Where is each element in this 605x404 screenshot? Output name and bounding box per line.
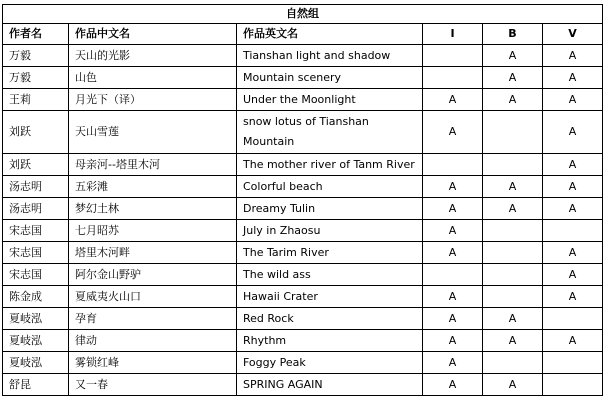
en-title-cell: Dreamy Tulin	[237, 198, 423, 220]
b-cell: A	[483, 308, 543, 330]
en-title-cell: Mountain scenery	[237, 67, 423, 89]
v-cell: A	[543, 111, 603, 154]
table-row	[3, 111, 603, 154]
table-row	[3, 198, 603, 220]
header-i: I	[423, 24, 483, 45]
author-cell: 万毅	[3, 67, 69, 89]
cn-title-cell: 山色	[69, 67, 237, 89]
v-cell: A	[543, 154, 603, 176]
table-row	[3, 154, 603, 176]
v-cell: A	[543, 176, 603, 198]
cn-title-cell: 雾锁红峰	[69, 352, 237, 374]
b-cell: A	[483, 198, 543, 220]
nature-group-sheet	[2, 4, 602, 396]
b-cell: A	[483, 374, 543, 396]
v-cell: A	[543, 264, 603, 286]
v-cell	[543, 374, 603, 396]
en-title-cell: Hawaii Crater	[237, 286, 423, 308]
b-cell	[483, 111, 543, 154]
table-row	[3, 286, 603, 308]
en-title-cell: Under the Moonlight	[237, 89, 423, 111]
author-cell: 陈金成	[3, 286, 69, 308]
header-cn-title: 作品中文名	[69, 24, 237, 45]
i-cell: A	[423, 374, 483, 396]
en-title-cell: Rhythm	[237, 330, 423, 352]
table-row	[3, 176, 603, 198]
i-cell	[423, 154, 483, 176]
en-title-cell: Tianshan light and shadow	[237, 45, 423, 67]
author-cell: 刘跃	[3, 111, 69, 154]
table-row	[3, 89, 603, 111]
i-cell: A	[423, 352, 483, 374]
en-title-cell: Red Rock	[237, 308, 423, 330]
table-row	[3, 45, 603, 67]
cn-title-cell: 塔里木河畔	[69, 242, 237, 264]
table-body	[3, 45, 603, 396]
cn-title-cell: 七月昭苏	[69, 220, 237, 242]
v-cell: A	[543, 89, 603, 111]
header-b: B	[483, 24, 543, 45]
b-cell	[483, 154, 543, 176]
v-cell: A	[543, 45, 603, 67]
cn-title-cell: 孕育	[69, 308, 237, 330]
author-cell: 宋志国	[3, 264, 69, 286]
i-cell: A	[423, 308, 483, 330]
en-title-cell: July in Zhaosu	[237, 220, 423, 242]
header-v: V	[543, 24, 603, 45]
v-cell	[543, 352, 603, 374]
table-row	[3, 330, 603, 352]
v-cell	[543, 308, 603, 330]
author-cell: 王莉	[3, 89, 69, 111]
cn-title-cell: 阿尔金山野驴	[69, 264, 237, 286]
v-cell	[543, 220, 603, 242]
b-cell: A	[483, 89, 543, 111]
cn-title-cell: 梦幻土林	[69, 198, 237, 220]
table-title: 自然组	[3, 5, 603, 24]
author-cell: 宋志国	[3, 242, 69, 264]
b-cell	[483, 264, 543, 286]
author-cell: 汤志明	[3, 198, 69, 220]
en-title-cell: The wild ass	[237, 264, 423, 286]
b-cell: A	[483, 45, 543, 67]
author-cell: 刘跃	[3, 154, 69, 176]
entries-table	[2, 4, 603, 396]
cn-title-cell: 夏威夷火山口	[69, 286, 237, 308]
header-author: 作者名	[3, 24, 69, 45]
v-cell: A	[543, 198, 603, 220]
b-cell	[483, 352, 543, 374]
author-cell: 舒昆	[3, 374, 69, 396]
b-cell	[483, 242, 543, 264]
v-cell: A	[543, 67, 603, 89]
i-cell: A	[423, 198, 483, 220]
table-row	[3, 264, 603, 286]
en-title-cell: Colorful beach	[237, 176, 423, 198]
cn-title-cell: 天山雪莲	[69, 111, 237, 154]
table-row	[3, 352, 603, 374]
author-cell: 万毅	[3, 45, 69, 67]
i-cell: A	[423, 176, 483, 198]
table-row	[3, 220, 603, 242]
author-cell: 宋志国	[3, 220, 69, 242]
cn-title-cell: 五彩滩	[69, 176, 237, 198]
v-cell: A	[543, 330, 603, 352]
en-title-cell: Foggy Peak	[237, 352, 423, 374]
author-cell: 夏岐泓	[3, 308, 69, 330]
i-cell: A	[423, 242, 483, 264]
author-cell: 夏岐泓	[3, 352, 69, 374]
table-row	[3, 67, 603, 89]
i-cell	[423, 45, 483, 67]
v-cell: A	[543, 286, 603, 308]
cn-title-cell: 月光下（译）	[69, 89, 237, 111]
i-cell: A	[423, 220, 483, 242]
en-title-cell: The mother river of Tanm River	[237, 154, 423, 176]
b-cell: A	[483, 330, 543, 352]
header-row	[3, 24, 603, 45]
table-title-row	[3, 5, 603, 24]
b-cell	[483, 286, 543, 308]
en-title-cell: SPRING AGAIN	[237, 374, 423, 396]
i-cell	[423, 264, 483, 286]
en-title-cell: snow lotus of Tianshan Mountain	[237, 111, 423, 154]
cn-title-cell: 律动	[69, 330, 237, 352]
cn-title-cell: 母亲河--塔里木河	[69, 154, 237, 176]
author-cell: 汤志明	[3, 176, 69, 198]
table-row	[3, 242, 603, 264]
i-cell: A	[423, 286, 483, 308]
v-cell: A	[543, 242, 603, 264]
i-cell: A	[423, 89, 483, 111]
cn-title-cell: 天山的光影	[69, 45, 237, 67]
b-cell	[483, 220, 543, 242]
i-cell: A	[423, 111, 483, 154]
author-cell: 夏岐泓	[3, 330, 69, 352]
en-title-cell: The Tarim River	[237, 242, 423, 264]
b-cell: A	[483, 176, 543, 198]
cn-title-cell: 又一春	[69, 374, 237, 396]
b-cell: A	[483, 67, 543, 89]
table-row	[3, 374, 603, 396]
i-cell	[423, 67, 483, 89]
i-cell: A	[423, 330, 483, 352]
table-row	[3, 308, 603, 330]
header-en-title: 作品英文名	[237, 24, 423, 45]
